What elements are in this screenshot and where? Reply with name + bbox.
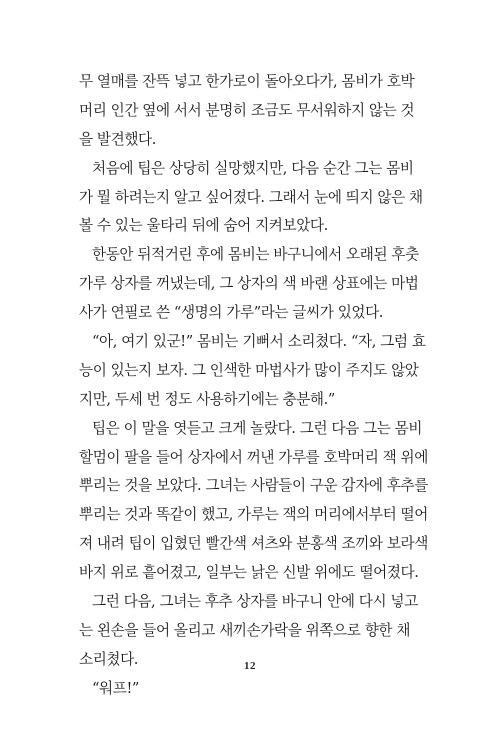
paragraph-start-line: 그런 다음, 그녀는 후추 상자를 바구니 안에 다시 넣고 <box>92 593 418 611</box>
text-line: 할멈이 팔을 들어 상자에서 꺼낸 가루를 호박머리 잭 위에 <box>79 448 428 466</box>
text-line: 는 왼손을 들어 올리고 새끼손가락을 위쪽으로 향한 채 <box>79 621 411 639</box>
text-line: 바지 위로 흩어졌고, 일부는 낡은 신발 위에도 떨어졌다. <box>79 564 419 582</box>
paragraph-start-line: “워프!” <box>92 679 139 697</box>
text-line: 뿌리는 것과 똑같이 했고, 가루는 잭의 머리에서부터 떨어 <box>79 506 428 524</box>
text-line: 능이 있는지 보자. 그 인색한 마법사가 많이 주지도 않았 <box>79 361 419 379</box>
paragraph-start-line: “아, 여기 있군!” 몸비는 기뻐서 소리쳤다. “자, 그럼 효 <box>92 333 426 351</box>
body-text <box>79 68 428 704</box>
text-line: 소리쳤다. <box>79 650 139 668</box>
text-line: 무 열매를 잔뜩 넣고 한가로이 돌아오다가, 몸비가 호박 <box>79 73 415 90</box>
text-line: 가루 상자를 꺼냈는데, 그 상자의 색 바랜 상표에는 마법 <box>79 275 419 293</box>
paragraph-start-line: 한동안 뒤적거린 후에 몸비는 바구니에서 오래된 후춧 <box>92 246 419 264</box>
text-line: 뿌리는 것을 보았다. 그녀는 사람들이 구운 감자에 후추를 <box>79 477 428 495</box>
text-line: 가 뭘 하려는지 알고 싶어졌다. 그래서 눈에 띄지 않은 채 <box>79 188 423 206</box>
paragraph-start-line: 처음에 팁은 상당히 실망했지만, 다음 순간 그는 몸비 <box>92 159 414 177</box>
text-line: 사가 연필로 쓴 “생명의 가루”라는 글씨가 있었다. <box>79 304 384 322</box>
text-line: 지만, 두세 번 정도 사용하기에는 충분해.” <box>79 390 335 408</box>
text-line: 을 발견했다. <box>79 130 156 148</box>
text-line: 볼 수 있는 울타리 뒤에 숨어 지켜보았다. <box>79 217 328 235</box>
text-line: 져 내려 팁이 입혔던 빨간색 셔츠와 분홍색 조끼와 보라색 <box>79 535 428 553</box>
page-number: 12 <box>244 660 256 672</box>
paragraph-start-line: 팁은 이 말을 엿듣고 크게 놀랐다. 그런 다음 그는 몸비 <box>92 419 423 437</box>
text-line: 머리 인간 옆에 서서 분명히 조금도 무서워하지 않는 것 <box>79 101 415 119</box>
